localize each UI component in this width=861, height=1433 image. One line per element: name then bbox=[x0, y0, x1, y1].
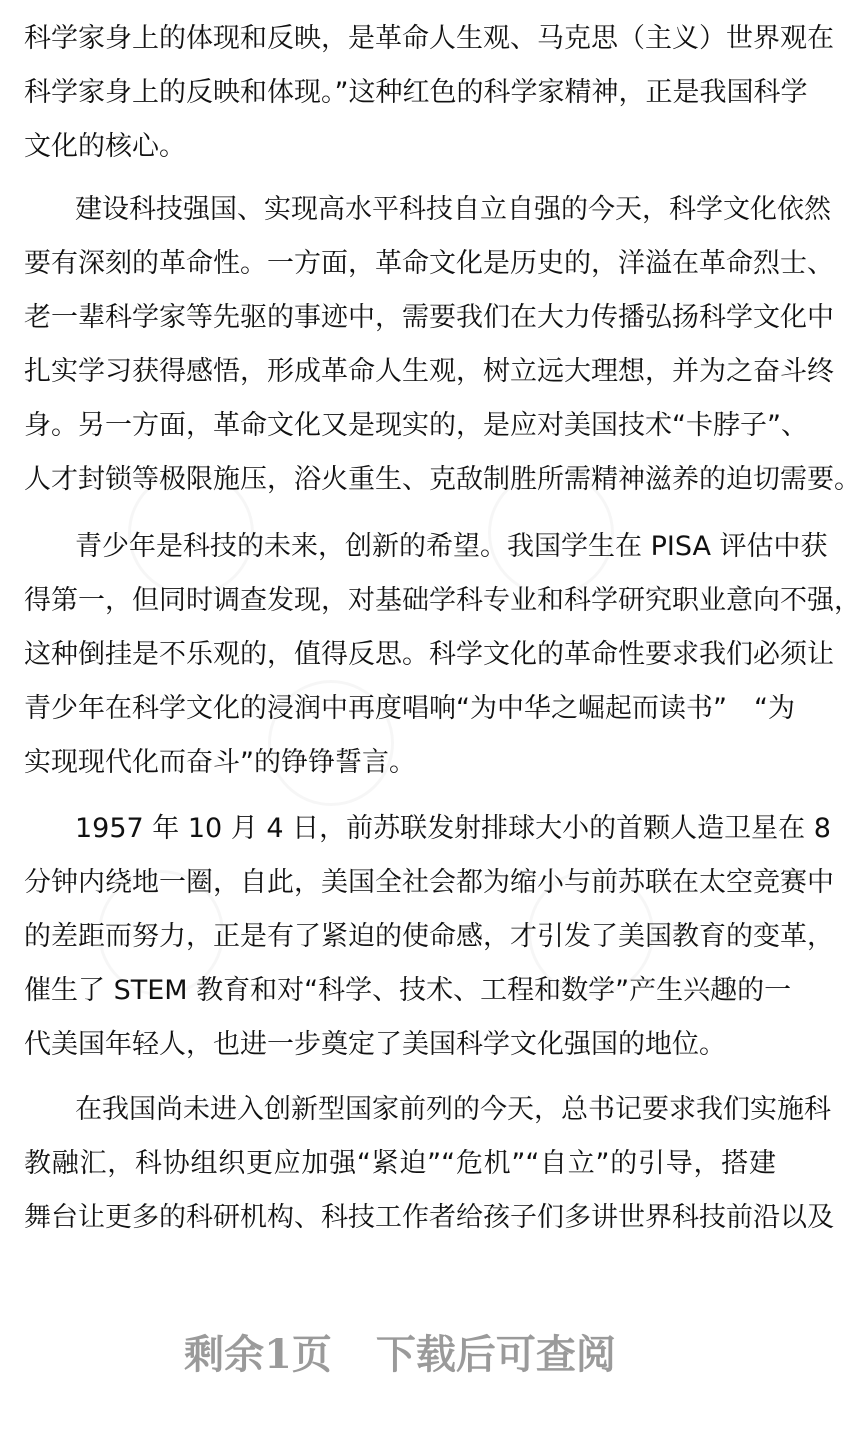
paragraph-first-line: 在我国尚未进入创新型国家前列的今天，总书记要求我们实施科 bbox=[75, 1094, 831, 1125]
paragraph-first-line: 建设科技强国、实现高水平科技自立自强的今天，科学文化依然 bbox=[75, 194, 831, 225]
text-line: 实现现代化而奋斗”的铮铮誓言。 bbox=[24, 747, 416, 778]
text-line: 老一辈科学家等先驱的事迹中，需要我们在大力传播弘扬科学文化中 bbox=[24, 302, 834, 333]
text-line: 扎实学习获得感悟，形成革命人生观，树立远大理想，并为之奋斗终 bbox=[24, 356, 834, 387]
download-to-view-label: 下载后可查阅 bbox=[375, 1331, 616, 1378]
remaining-pages-label: 剩余1页 bbox=[184, 1331, 332, 1378]
text-line: 文化的核心。 bbox=[24, 131, 186, 162]
text-line: 要有深刻的革命性。一方面，革命文化是历史的，洋溢在革命烈士、 bbox=[24, 248, 834, 279]
text-line: 人才封锁等极限施压，浴火重生、克敌制胜所需精神滋养的迫切需要。 bbox=[24, 464, 861, 495]
paragraph-first-line: 1957 年 10 月 4 日，前苏联发射排球大小的首颗人造卫星在 8 bbox=[75, 813, 831, 844]
paragraph-first-line: 青少年是科技的未来，创新的希望。我国学生在 PISA 评估中获 bbox=[75, 531, 828, 562]
text-line: 科学家身上的反映和体现。”这种红色的科学家精神，正是我国科学 bbox=[24, 77, 808, 108]
text-line: 身。另一方面，革命文化又是现实的，是应对美国技术“卡脖子”、 bbox=[24, 410, 808, 441]
text-line: 代美国年轻人，也进一步奠定了美国科学文化强国的地位。 bbox=[24, 1029, 726, 1060]
text-line: 青少年在科学文化的浸润中再度唱响“为中华之崛起而读书” “为 bbox=[24, 693, 795, 724]
text-line: 的差距而努力，正是有了紧迫的使命感，才引发了美国教育的变革， bbox=[24, 921, 834, 952]
text-line: 分钟内绕地一圈，自此，美国全社会都为缩小与前苏联在太空竞赛中 bbox=[24, 867, 834, 898]
text-line: 得第一，但同时调查发现，对基础学科专业和科学研究职业意向不强， bbox=[24, 585, 861, 616]
text-line: 科学家身上的体现和反映，是革命人生观、马克思（主义）世界观在 bbox=[24, 23, 834, 54]
text-line: 催生了 STEM 教育和对“科学、技术、工程和数学”产生兴趣的一 bbox=[24, 975, 792, 1006]
text-line: 这种倒挂是不乐观的，值得反思。科学文化的革命性要求我们必须让 bbox=[24, 639, 834, 670]
text-line: 教融汇，科协组织更应加强“紧迫”“危机”“自立”的引导，搭建 bbox=[24, 1148, 776, 1179]
download-prompt[interactable] bbox=[0, 1323, 800, 1387]
text-line: 舞台让更多的科研机构、科技工作者给孩子们多讲世界科技前沿以及 bbox=[24, 1202, 834, 1233]
